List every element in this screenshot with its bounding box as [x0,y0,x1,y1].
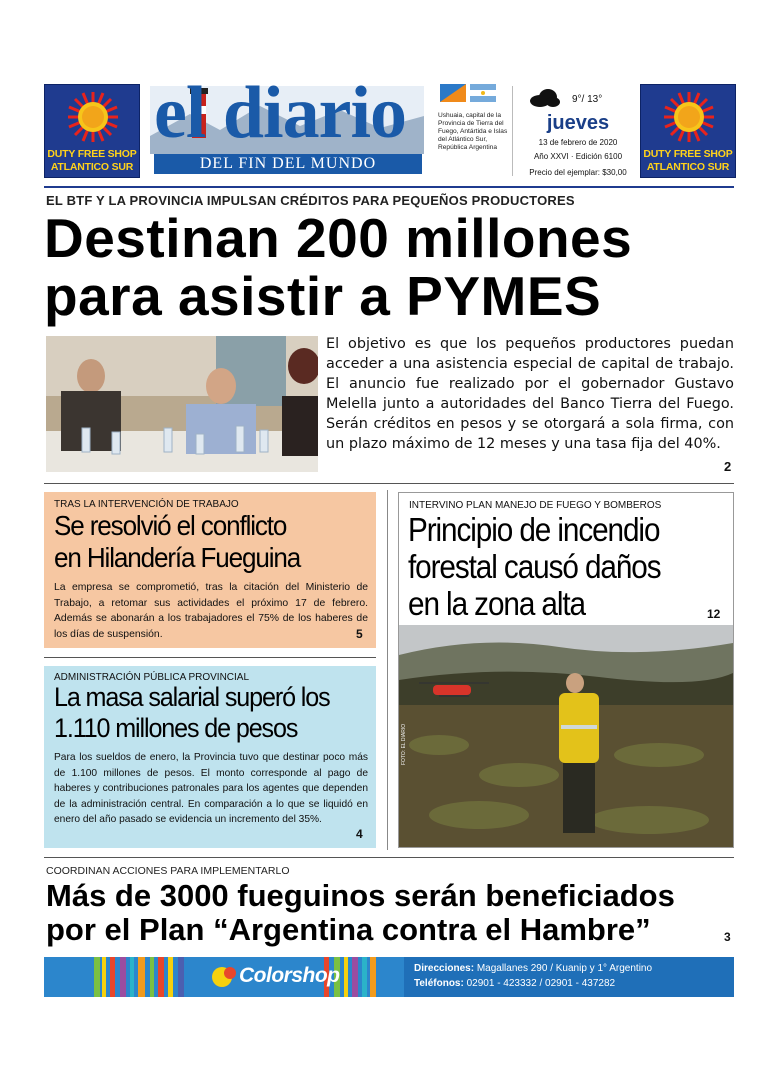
location-note: Ushuaia, capital de la Provincia de Tierra del Fuego, Antártida e Islas del Atlántico Sur, República Argentina [438,112,508,151]
address-label: Direcciones: [414,963,475,974]
hambre-headline-line1[interactable]: Más de 3000 fueguinos serán beneficiados [46,878,675,913]
forest-fire-image [399,625,733,847]
hambre-page-ref[interactable]: 3 [724,930,731,944]
incendio-headline-line3[interactable]: en la zona alta [408,585,586,622]
phone-label: Teléfonos: [414,978,464,989]
hilanderia-kicker: TRAS LA INTERVENCIÓN DE TRABAJO [54,499,239,510]
issue-price: Precio del ejemplar: $30,00 [529,168,627,177]
meeting-photo-image [46,336,318,472]
address-value: Magallanes 290 / Kuanip y 1° Argentino [476,963,653,974]
ad-line2: ATLANTICO SUR [646,161,730,173]
masa-page-ref[interactable]: 4 [356,827,363,841]
masa-kicker: ADMINISTRACIÓN PÚBLICA PROVINCIAL [54,672,250,683]
section-rule-2 [44,857,734,858]
hilanderia-body: La empresa se comprometió, tras la citación del Ministerio de Trabajo, a retomar sus actividades el próximo 17 de febrero. Además se abonarán a los trabajadores el 75% de los haberes de los días de suspensión. [54,582,368,640]
weekday: jueves [546,112,610,134]
issue-date: 13 de febrero de 2020 [538,138,618,147]
color-stripes-graphic [44,957,404,997]
incendio-story [398,492,734,848]
sun-icon [67,91,119,143]
ad-line2: ATLANTICO SUR [50,161,134,173]
masthead-rule [44,186,734,188]
hilanderia-headline-line2[interactable]: en Hilandería Fueguina [54,542,301,573]
hilanderia-box [44,492,376,648]
masa-body: Para los sueldos de enero, la Provincia tuvo que destinar poco más de 1.100 millones de pesos. El monto corresponde al pago de haberes y contribuciones patronales para los agentes que dependen de la administración central. En comparación a lo que se liquidó en enero del año pasado se evidencia un incremento del 35%. [54,752,368,825]
ad-phone-line [414,978,615,989]
box-divider [44,657,376,658]
ad-line1: DUTY FREE SHOP [47,148,137,160]
fire-photo[interactable] [399,625,733,847]
lead-page-ref[interactable]: 2 [724,459,732,474]
lead-photo[interactable] [46,336,318,472]
colorshop-ad[interactable] [44,957,734,997]
lead-kicker: EL BTF Y LA PROVINCIA IMPULSAN CRÉDITOS PARA PEQUEÑOS PRODUCTORES [46,193,575,208]
incendio-kicker: INTERVINO PLAN MANEJO DE FUEGO Y BOMBEROS [409,500,662,511]
edition-number: Año XXVI · Edición 6100 [533,152,623,161]
cloud-icon [528,88,560,108]
hambre-kicker: COORDINAN ACCIONES PARA IMPLEMENTARLO [46,865,290,877]
logo-subtitle: DEL FIN DEL MUNDO [154,154,422,174]
section-rule [44,483,734,484]
phone-value: 02901 - 423332 / 02901 - 437282 [466,978,616,989]
column-divider [387,490,388,850]
lead-headline-line1[interactable]: Destinan 200 millones [44,207,633,269]
incendio-headline-line1[interactable]: Principio de incendio [408,511,660,548]
logo-wordmark: el diario [154,72,407,154]
masthead-divider [512,86,513,176]
photo-credit: FOTO: EL DIARIO [401,723,407,765]
flags-icon [440,84,496,102]
masa-salarial-box [44,666,376,848]
ad-line1: DUTY FREE SHOP [643,148,733,160]
lead-headline-line2[interactable]: para asistir a PYMES [44,265,602,327]
duty-free-ad-left[interactable] [44,84,140,178]
hilanderia-headline-line1[interactable]: Se resolvió el conflicto [54,510,287,541]
hilanderia-page-ref[interactable]: 5 [356,627,363,641]
incendio-page-ref[interactable]: 12 [707,607,721,621]
lead-body: El objetivo es que los pequeños productores puedan acceder a una asistencia especial de capital de trabajo. El anuncio fue realizado por el gobernador Gustavo Melella junto a autoridades del Banco Tierra del Fuego. Serán créditos en pesos y se otorgará a sola firma, con un plazo máximo de 12 meses y una tasa fija del 40%. [326,336,734,452]
incendio-headline-line2[interactable]: forestal causó daños [408,548,661,585]
hambre-headline-line2[interactable]: por el Plan “Argentina contra el Hambre” [46,912,651,947]
colorshop-brand: Colorshop [239,964,340,987]
temperature: 9°/ 13° [572,94,603,105]
duty-free-ad-right[interactable] [640,84,736,178]
newspaper-logo[interactable] [150,72,424,180]
masa-headline-line1[interactable]: La masa salarial superó los [54,682,330,712]
masa-headline-line2[interactable]: 1.110 millones de pesos [54,713,298,743]
ad-address-line [414,963,652,974]
sun-icon [663,91,715,143]
